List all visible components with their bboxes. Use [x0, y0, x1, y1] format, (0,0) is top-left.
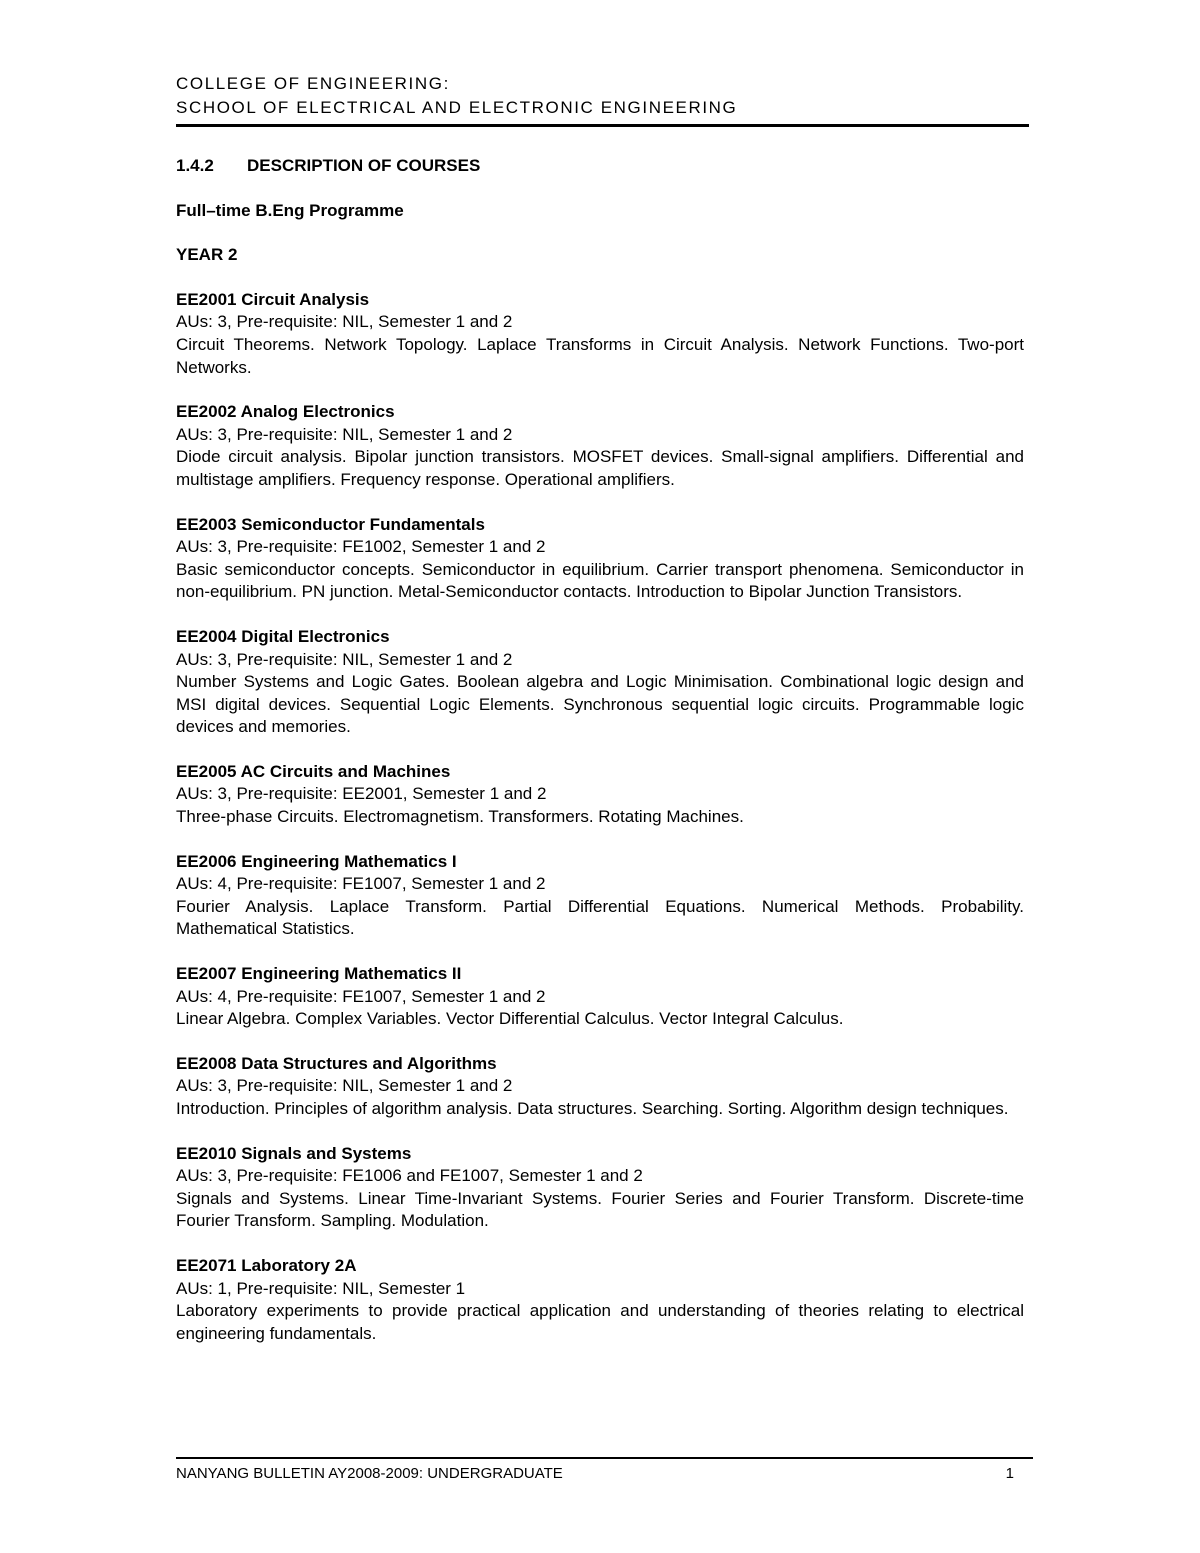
course-description: Number Systems and Logic Gates. Boolean algebra and Logic Minimisation. Combinational logic design and MSI digital devices. Sequential Logic Elements. Synchronous sequential logic circuits. Programmable logic devices and memories. — [176, 672, 1024, 737]
course-meta: AUs: 4, Pre-requisite: FE1007, Semester 1 and 2 — [176, 874, 546, 894]
course-description: Laboratory experiments to provide practical application and understanding of theories relating to electrical engineering fundamentals. — [176, 1301, 1024, 1343]
footer-divider — [176, 1457, 1033, 1459]
course-description: Three-phase Circuits. Electromagnetism. Transformers. Rotating Machines. — [176, 807, 744, 827]
course-description: Signals and Systems. Linear Time-Invariant Systems. Fourier Series and Fourier Transform. Discrete-time Fourier Transform. Sampling. Modulation. — [176, 1188, 1024, 1231]
course-description: Diode circuit analysis. Bipolar junction transistors. MOSFET devices. Small-signal amplifiers. Differential and multistage amplifiers. Frequency response. Operational amplifiers. — [176, 447, 1024, 489]
page-header — [176, 72, 1029, 127]
course-meta: AUs: 3, Pre-requisite: FE1002, Semester 1 and 2 — [176, 537, 546, 557]
course-title: EE2005 AC Circuits and Machines — [176, 761, 451, 781]
course-entry — [176, 514, 1024, 604]
course-entry — [176, 761, 1024, 829]
course-entry — [176, 1255, 1024, 1345]
college-name: COLLEGE OF ENGINEERING: — [176, 74, 450, 93]
course-description: Circuit Theorems. Network Topology. Laplace Transforms in Circuit Analysis. Network Functions. Two-port Networks. — [176, 334, 1024, 377]
main-content — [176, 155, 1024, 1367]
course-meta: AUs: 1, Pre-requisite: NIL, Semester 1 — [176, 1278, 466, 1298]
course-entry — [176, 289, 1024, 379]
course-title: EE2002 Analog Electronics — [176, 402, 395, 422]
header-divider — [176, 124, 1029, 127]
course-entry — [176, 963, 1024, 1031]
course-description: Introduction. Principles of algorithm analysis. Data structures. Searching. Sorting. Algorithm design techniques. — [176, 1099, 1009, 1118]
course-entry — [176, 851, 1024, 941]
course-title: EE2007 Engineering Mathematics II — [176, 964, 462, 984]
footer-text: NANYANG BULLETIN AY2008-2009: UNDERGRADUATE — [176, 1465, 563, 1482]
course-title: EE2003 Semiconductor Fundamentals — [176, 514, 485, 534]
course-meta: AUs: 4, Pre-requisite: FE1007, Semester 1 and 2 — [176, 986, 546, 1006]
course-title: EE2004 Digital Electronics — [176, 626, 390, 646]
school-name: SCHOOL OF ELECTRICAL AND ELECTRONIC ENGINEERING — [176, 98, 738, 117]
course-meta: AUs: 3, Pre-requisite: NIL, Semester 1 and 2 — [176, 649, 513, 669]
page-number: 1 — [1005, 1465, 1014, 1482]
section-title: DESCRIPTION OF COURSES — [247, 156, 481, 175]
course-meta: AUs: 3, Pre-requisite: NIL, Semester 1 and 2 — [176, 1076, 513, 1096]
course-meta: AUs: 3, Pre-requisite: FE1006 and FE1007, Semester 1 and 2 — [176, 1166, 643, 1186]
course-title: EE2010 Signals and Systems — [176, 1143, 412, 1163]
course-meta: AUs: 3, Pre-requisite: NIL, Semester 1 and 2 — [176, 424, 513, 444]
course-meta: AUs: 3, Pre-requisite: NIL, Semester 1 and 2 — [176, 312, 513, 332]
course-entry — [176, 401, 1024, 491]
section-heading — [176, 155, 1024, 178]
course-description: Linear Algebra. Complex Variables. Vector Differential Calculus. Vector Integral Calculus. — [176, 1009, 844, 1029]
page-footer — [176, 1457, 1033, 1482]
course-entry — [176, 626, 1024, 739]
course-title: EE2071 Laboratory 2A — [176, 1255, 357, 1275]
section-number: 1.4.2 — [176, 156, 214, 175]
course-meta: AUs: 3, Pre-requisite: EE2001, Semester 1 and 2 — [176, 784, 547, 804]
course-entry — [176, 1053, 1024, 1121]
course-description: Fourier Analysis. Laplace Transform. Partial Differential Equations. Numerical Methods. Probability. Mathematical Statistics. — [176, 896, 1024, 939]
course-title: EE2006 Engineering Mathematics I — [176, 851, 457, 871]
course-title: EE2001 Circuit Analysis — [176, 289, 370, 309]
course-description: Basic semiconductor concepts. Semiconductor in equilibrium. Carrier transport phenomena. Semiconductor in non-equilibrium. PN junction. Metal-Semiconductor contacts. Introduction to Bipolar Junction Transistors. — [176, 559, 1024, 602]
year-heading: YEAR 2 — [176, 245, 238, 265]
course-title: EE2008 Data Structures and Algorithms — [176, 1053, 497, 1073]
footer-row — [176, 1465, 1033, 1482]
course-entry — [176, 1143, 1024, 1233]
programme-heading: Full–time B.Eng Programme — [176, 200, 404, 220]
